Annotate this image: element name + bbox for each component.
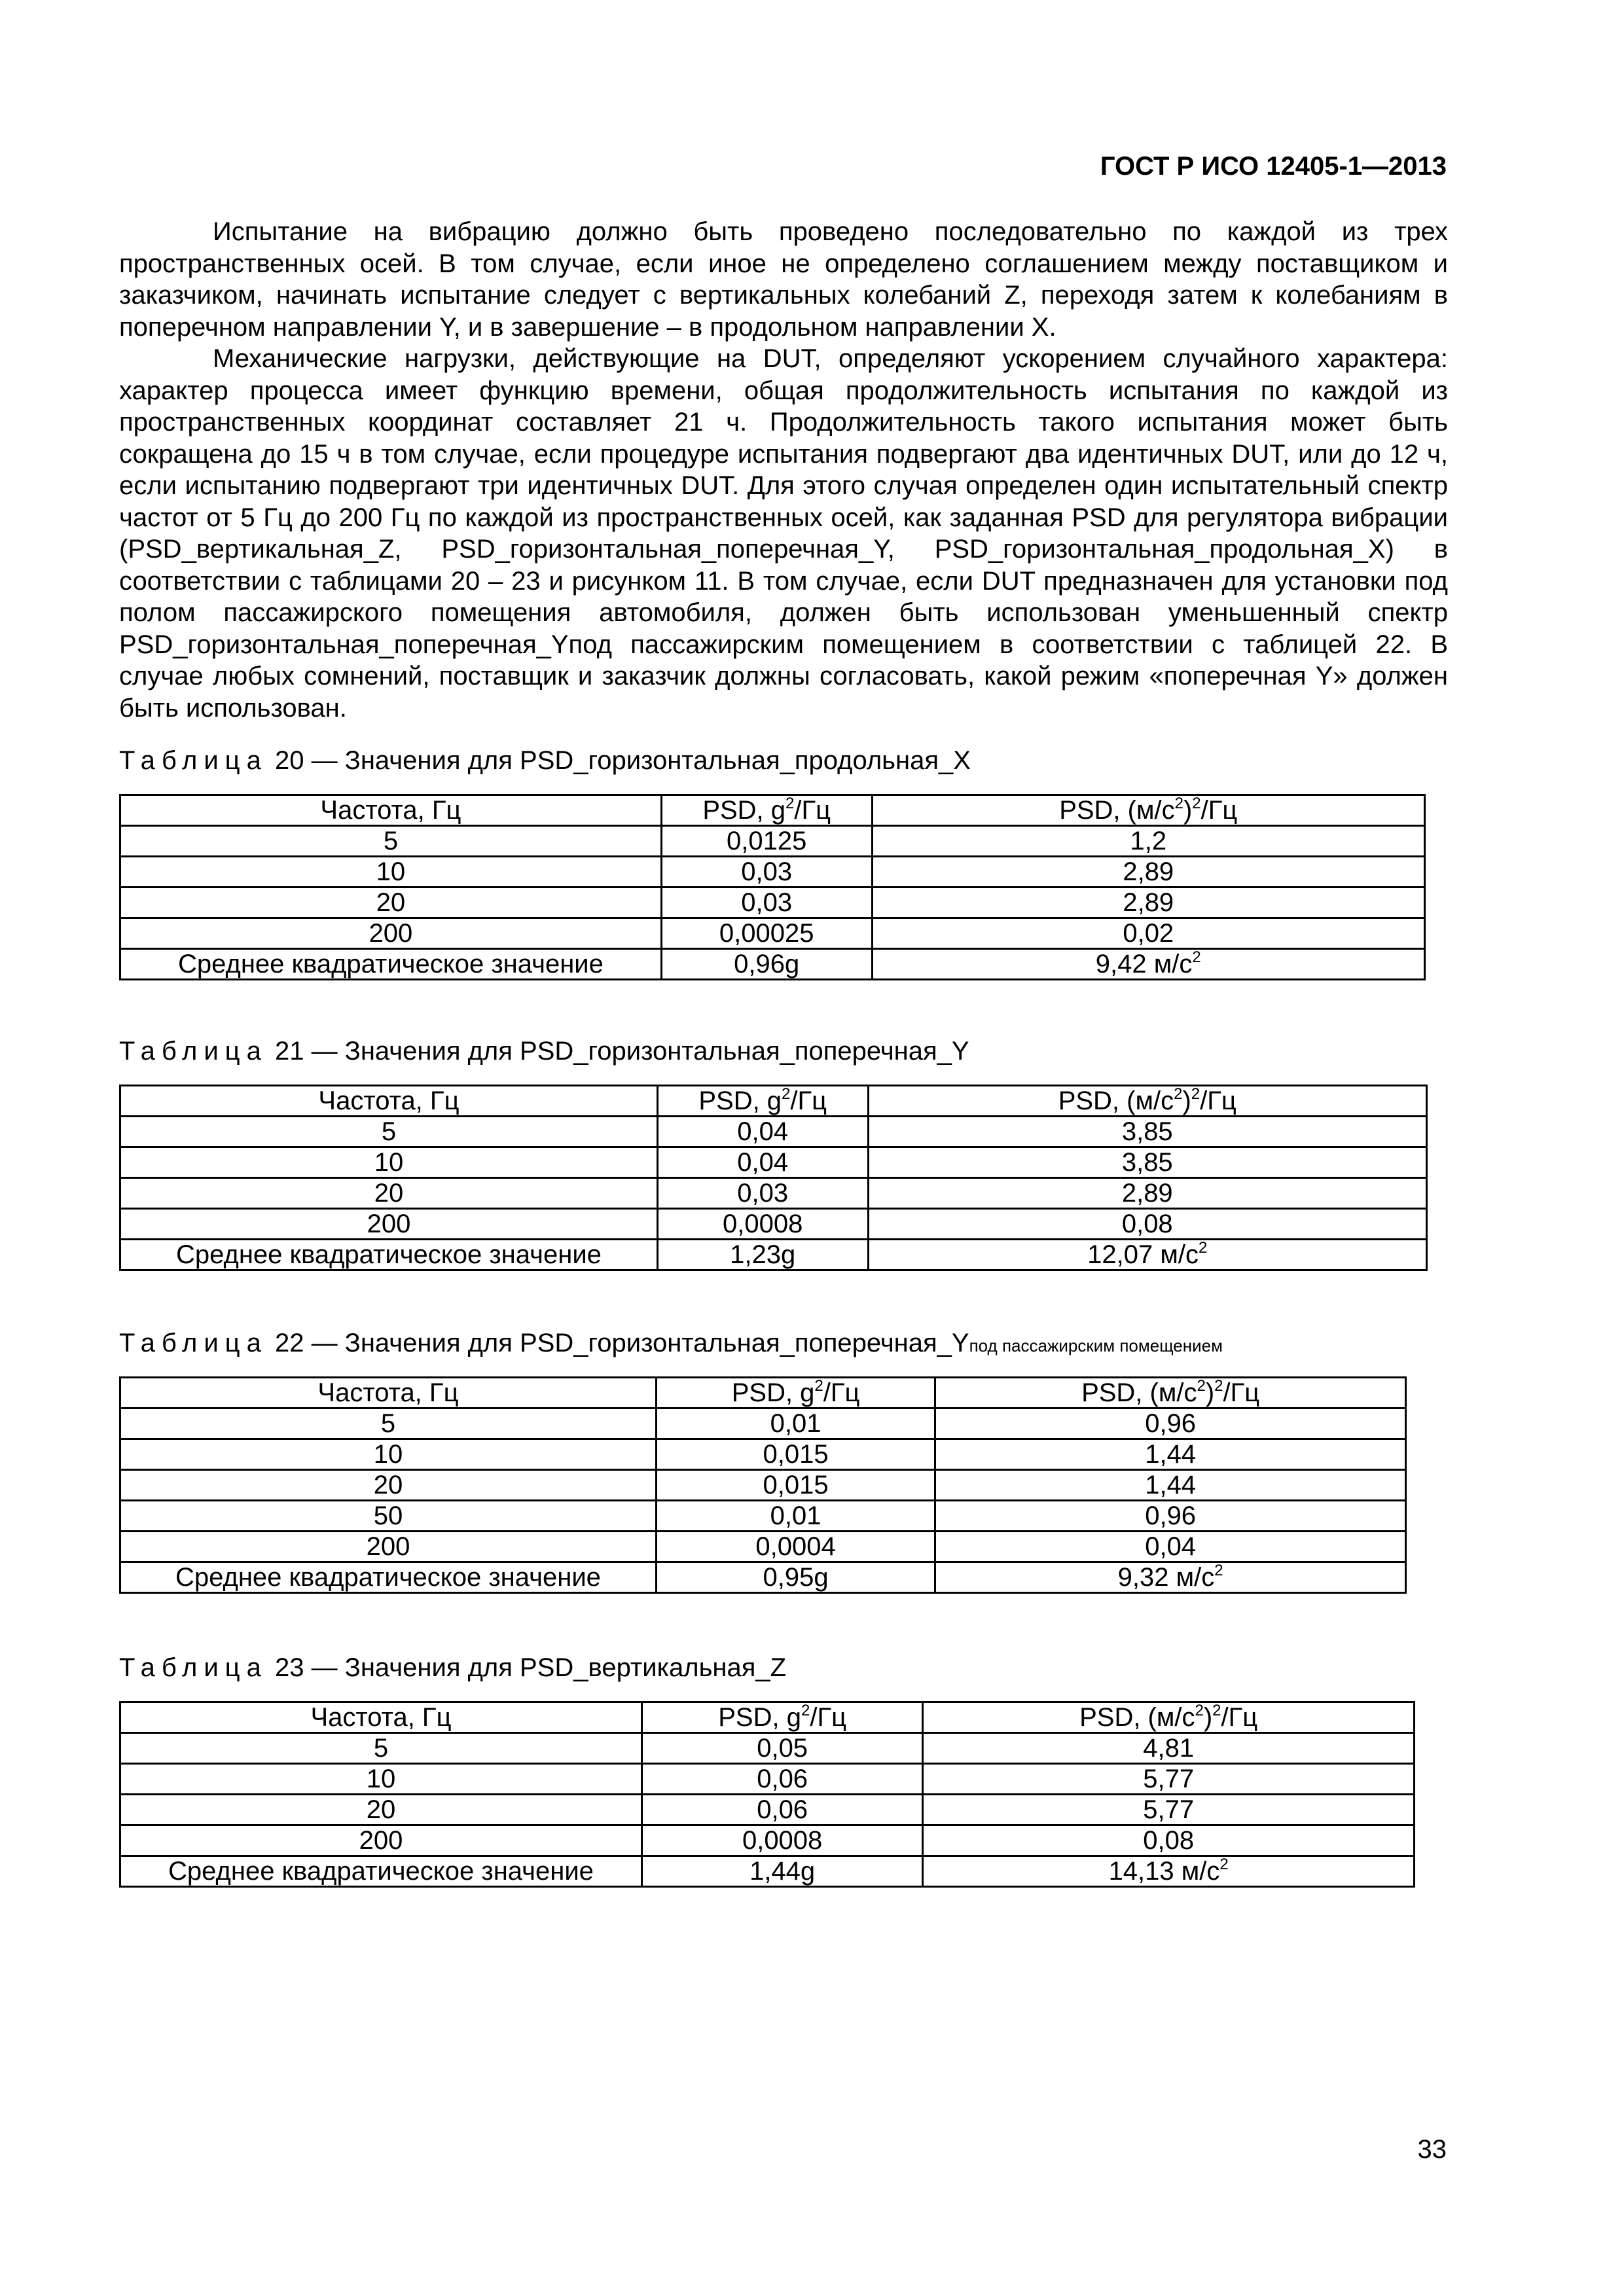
- cell-psd-ms: 2,89: [872, 888, 1424, 918]
- cell-rms-label: Среднее квадратическое значение: [120, 1240, 658, 1270]
- cell-rms-g: 1,23g: [657, 1240, 868, 1270]
- cell-psd-ms: 5,77: [923, 1795, 1415, 1825]
- cell-rms-g: 0,96g: [661, 949, 872, 980]
- table-header-row: [120, 1086, 1427, 1117]
- cell-frequency: 20: [120, 1178, 658, 1209]
- table-header-row: [120, 1702, 1415, 1733]
- cell-frequency: 20: [120, 888, 662, 918]
- header-psd-g: PSD, $g^2/Гц$: [657, 1086, 868, 1117]
- table-row-rms: [120, 1240, 1427, 1270]
- psd-table: [119, 1376, 1407, 1594]
- cell-psd-ms: 4,81: [923, 1733, 1415, 1764]
- header-frequency: Частота, Гц: [120, 1702, 642, 1733]
- cell-rms-label: Среднее квадратическое значение: [120, 949, 662, 980]
- table-row: [120, 1117, 1427, 1147]
- table-row: [120, 1733, 1415, 1764]
- table-row: [120, 1501, 1406, 1532]
- psd-table: [119, 794, 1426, 980]
- header-psd-ms: PSD, $(м/с^2)^2/Гц$: [923, 1702, 1415, 1733]
- cell-psd-ms: 1,44: [935, 1439, 1406, 1470]
- cell-frequency: 10: [120, 1439, 657, 1470]
- table-label: Таблица: [119, 1037, 268, 1066]
- cell-rms-g: 1,44g: [641, 1856, 922, 1887]
- page-number: 33: [1417, 2135, 1447, 2164]
- cell-psd-g: 0,00025: [661, 918, 872, 949]
- cell-psd-ms: 0,08: [868, 1209, 1426, 1240]
- cell-psd-ms: 0,96: [935, 1501, 1406, 1532]
- table-block: [119, 1035, 1428, 1271]
- header-psd-ms: PSD, $(м/с^2)^2/Гц$: [872, 795, 1424, 826]
- table-row: [120, 1439, 1406, 1470]
- table-row: [120, 1764, 1415, 1795]
- table-block: [119, 1327, 1407, 1594]
- table-header-row: [120, 1378, 1406, 1408]
- cell-rms-label: Среднее квадратическое значение: [120, 1856, 642, 1887]
- cell-psd-ms: 3,85: [868, 1117, 1426, 1147]
- table-row: [120, 1178, 1427, 1209]
- cell-frequency: 10: [120, 857, 662, 888]
- cell-frequency: 5: [120, 1408, 657, 1439]
- cell-rms-label: Среднее квадратическое значение: [120, 1562, 657, 1593]
- table-title: 22 — Значения для PSD_горизонтальная_поперечная_Y: [267, 1329, 969, 1357]
- table-row-rms: [120, 1562, 1406, 1593]
- cell-psd-g: 0,01: [656, 1501, 935, 1532]
- table-title: 23 — Значения для PSD_вертикальная_Z: [267, 1653, 787, 1682]
- cell-psd-ms: 2,89: [868, 1178, 1426, 1209]
- table-label: Таблица: [119, 1329, 268, 1357]
- cell-frequency: 200: [120, 1825, 642, 1856]
- header-psd-ms: PSD, $(м/с^2)^2/Гц$: [935, 1378, 1406, 1408]
- table-label: Таблица: [119, 746, 268, 775]
- table-block: [119, 1652, 1415, 1888]
- table-row: [120, 888, 1425, 918]
- cell-psd-ms: 0,02: [872, 918, 1424, 949]
- cell-frequency: 200: [120, 1532, 657, 1562]
- cell-psd-g: 0,03: [661, 888, 872, 918]
- cell-frequency: 20: [120, 1795, 642, 1825]
- table-row: [120, 1825, 1415, 1856]
- cell-psd-ms: 2,89: [872, 857, 1424, 888]
- table-row: [120, 1795, 1415, 1825]
- table-row-rms: [120, 949, 1425, 980]
- cell-rms-ms: 9,42 $м/с^2$: [872, 949, 1424, 980]
- cell-frequency: 5: [120, 1117, 658, 1147]
- cell-rms-ms: 9,32 $м/с^2$: [935, 1562, 1406, 1593]
- table-row-rms: [120, 1856, 1415, 1887]
- cell-psd-ms: 3,85: [868, 1147, 1426, 1178]
- header-frequency: Частота, Гц: [120, 1378, 657, 1408]
- header-frequency: Частота, Гц: [120, 795, 662, 826]
- cell-psd-g: 0,06: [641, 1764, 922, 1795]
- cell-psd-g: 0,0008: [641, 1825, 922, 1856]
- psd-table: [119, 1085, 1428, 1271]
- cell-psd-g: 0,0004: [656, 1532, 935, 1562]
- cell-psd-g: 0,04: [657, 1117, 868, 1147]
- table-row: [120, 1532, 1406, 1562]
- table-title: 21 — Значения для PSD_горизонтальная_поперечная_Y: [267, 1037, 969, 1066]
- cell-psd-ms: 0,96: [935, 1408, 1406, 1439]
- header-psd-g: PSD, $g^2/Гц$: [656, 1378, 935, 1408]
- paragraph: Механические нагрузки, действующие на DUT, определяют ускорением случайного характера: характер процесса имеет функцию времени, общая продолжительность испытания по каждой из пространственных координат составляет 21 ч. Продолжительность такого испытания может быть сокращена до 15 ч в том случае, если процедуре испытания подвергают два идентичных DUT, или до 12 ч, если испытанию подвергают три идентичных DUT. Для этого случая определен один испытательный спектр частот от 5 Гц до 200 Гц по каждой из пространственных осей, как заданная PSD для регулятора вибрации (PSD_вертикальная_Z, PSD_горизонтальная_поперечная_Y, PSD_горизонтальная_продольная_X) в соответствии с таблицами 20 – 23 и рисунком 11. В том случае, если DUT предназначен для установки под полом пассажирского помещения автомобиля, должен быть использован уменьшенный спектр PSD_горизонтальная_поперечная_Yпод пассажирским помещением в соответствии с таблицей 22. В случае любых сомнений, поставщик и заказчик должны согласовать, какой режим «поперечная Y» должен быть использован.: [119, 344, 1448, 723]
- cell-psd-ms: 0,08: [923, 1825, 1415, 1856]
- cell-frequency: 5: [120, 826, 662, 857]
- cell-psd-g: 0,0125: [661, 826, 872, 857]
- header-psd-g: PSD, $g^2/Гц$: [641, 1702, 922, 1733]
- cell-rms-ms: 12,07 $м/с^2$: [868, 1240, 1426, 1270]
- header-psd-ms: PSD, $(м/с^2)^2/Гц$: [868, 1086, 1426, 1117]
- cell-rms-ms: 14,13 $м/с^2$: [923, 1856, 1415, 1887]
- header-psd-g: PSD, $g^2/Гц$: [661, 795, 872, 826]
- cell-frequency: 5: [120, 1733, 642, 1764]
- cell-psd-g: 0,015: [656, 1439, 935, 1470]
- cell-psd-g: 0,03: [657, 1178, 868, 1209]
- table-caption: [119, 745, 1426, 779]
- cell-psd-ms: 0,04: [935, 1532, 1406, 1562]
- cell-psd-g: 0,01: [656, 1408, 935, 1439]
- table-row: [120, 857, 1425, 888]
- cell-psd-g: 0,0008: [657, 1209, 868, 1240]
- cell-psd-g: 0,04: [657, 1147, 868, 1178]
- cell-psd-ms: 5,77: [923, 1764, 1415, 1795]
- table-row: [120, 826, 1425, 857]
- cell-rms-g: 0,95g: [656, 1562, 935, 1593]
- table-row: [120, 1408, 1406, 1439]
- cell-frequency: 200: [120, 1209, 658, 1240]
- table-row: [120, 1209, 1427, 1240]
- body-text: [119, 216, 1448, 724]
- table-title: 20 — Значения для PSD_горизонтальная_продольная_X: [267, 746, 971, 775]
- table-label: Таблица: [119, 1653, 268, 1682]
- paragraph: Испытание на вибрацию должно быть проведено последовательно по каждой из трех пространственных осей. В том случае, если иное не определено соглашением между поставщиком и заказчиком, начинать испытание следует с вертикальных колебаний Z, переходя затем к колебаниям в поперечном направлении Y, и в завершение – в продольном направлении X.: [119, 217, 1448, 342]
- cell-frequency: 20: [120, 1470, 657, 1501]
- table-row: [120, 918, 1425, 949]
- psd-table: [119, 1701, 1415, 1888]
- cell-frequency: 10: [120, 1764, 642, 1795]
- table-title-subscript: под пассажирским помещением: [969, 1336, 1223, 1355]
- header-frequency: Частота, Гц: [120, 1086, 658, 1117]
- cell-frequency: 200: [120, 918, 662, 949]
- table-header-row: [120, 795, 1425, 826]
- table-caption: [119, 1035, 1428, 1069]
- cell-psd-ms: 1,2: [872, 826, 1424, 857]
- cell-psd-g: 0,05: [641, 1733, 922, 1764]
- cell-frequency: 50: [120, 1501, 657, 1532]
- cell-psd-g: 0,03: [661, 857, 872, 888]
- table-row: [120, 1470, 1406, 1501]
- cell-psd-g: 0,06: [641, 1795, 922, 1825]
- cell-frequency: 10: [120, 1147, 658, 1178]
- table-caption: [119, 1652, 1415, 1686]
- cell-psd-ms: 1,44: [935, 1470, 1406, 1501]
- table-caption: [119, 1327, 1407, 1361]
- document-code: ГОСТ Р ИСО 12405-1—2013: [1100, 152, 1447, 181]
- cell-psd-g: 0,015: [656, 1470, 935, 1501]
- table-block: [119, 745, 1426, 980]
- table-row: [120, 1147, 1427, 1178]
